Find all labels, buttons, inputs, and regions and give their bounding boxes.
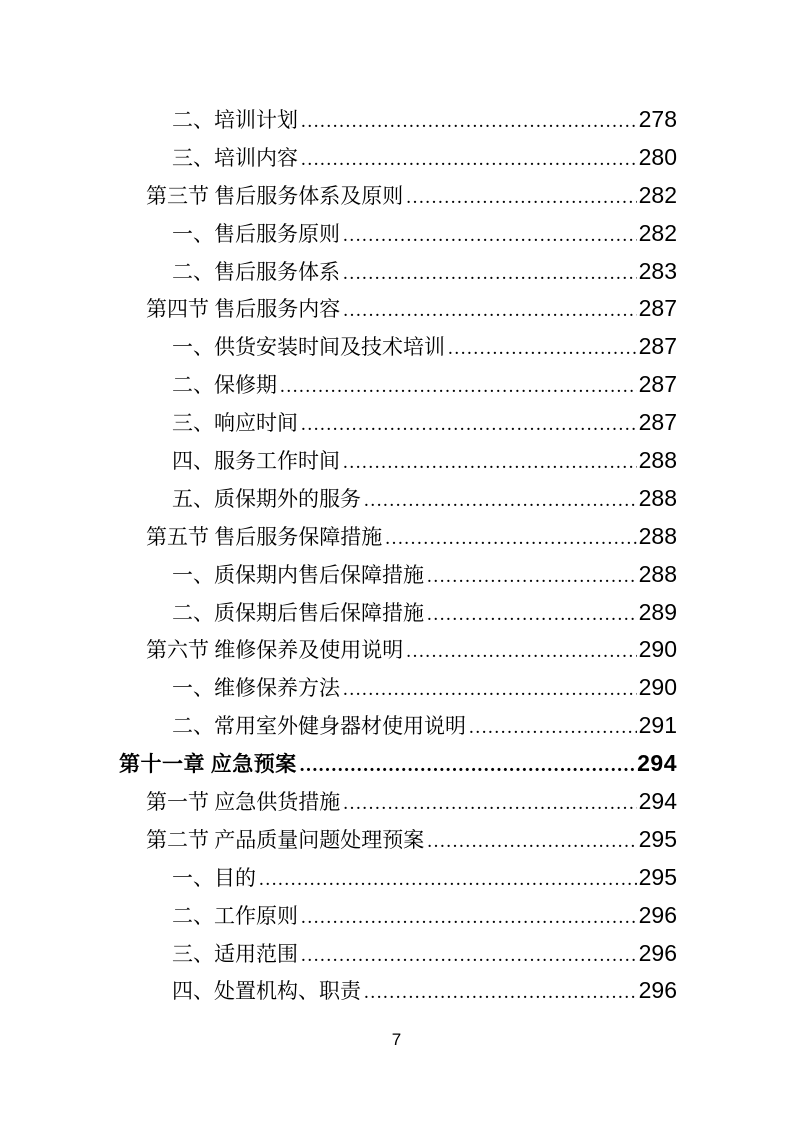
toc-entry[interactable] (119, 101, 677, 139)
toc-entry-page: 291 (638, 712, 677, 739)
toc-entry-page: 278 (638, 106, 677, 132)
toc-entry-label: 四、处置机构、职责 (172, 979, 361, 1004)
toc-entry-label: 第一节 应急供货措施 (146, 790, 341, 815)
toc-entry[interactable] (119, 480, 677, 518)
toc-entry-page: 288 (638, 560, 677, 587)
toc-entry-page: 287 (638, 333, 677, 360)
toc-entry-label: 第五节 售后服务保障措施 (146, 524, 383, 549)
toc-entry-label: 一、质保期内售后保障措施 (172, 562, 424, 587)
toc-entry[interactable] (119, 290, 677, 328)
toc-leader-dots (301, 141, 637, 179)
toc-entry[interactable] (119, 821, 677, 859)
toc-entry-label: 二、常用室外健身器材使用说明 (172, 714, 466, 739)
toc-entry-page: 282 (638, 181, 677, 208)
toc-entry[interactable] (119, 177, 677, 215)
toc-leader-dots (427, 596, 637, 634)
toc-entry-page: 295 (638, 863, 677, 890)
toc-entry-page: 283 (638, 257, 677, 284)
footer-page-number: 7 (391, 1030, 402, 1049)
toc-entry-label: 二、保修期 (172, 373, 277, 398)
toc-entry-page: 296 (638, 977, 677, 1004)
toc-entry[interactable] (119, 556, 677, 594)
toc-leader-dots (343, 292, 636, 330)
toc-entry[interactable] (119, 215, 677, 253)
toc-entry[interactable] (119, 783, 677, 821)
toc-entry-page: 295 (638, 825, 677, 852)
table-of-contents (119, 101, 677, 1010)
toc-leader-dots (343, 255, 637, 293)
toc-leader-dots (343, 217, 637, 255)
toc-entry-page: 288 (638, 447, 677, 474)
toc-leader-dots (301, 937, 637, 975)
toc-leader-dots (364, 482, 637, 520)
toc-entry-label: 三、响应时间 (172, 411, 298, 436)
toc-leader-dots (427, 558, 637, 596)
toc-leader-dots (448, 330, 637, 368)
toc-entry-page: 287 (638, 295, 677, 322)
toc-entry-page: 290 (638, 674, 677, 701)
toc-entry-label: 第二节 产品质量问题处理预案 (146, 827, 425, 852)
toc-entry-page: 282 (638, 219, 677, 246)
toc-entry-page: 296 (638, 901, 677, 928)
toc-entry-page: 294 (638, 788, 677, 815)
toc-leader-dots (343, 785, 636, 823)
toc-entry-page: 288 (638, 484, 677, 511)
toc-entry[interactable] (119, 707, 677, 745)
toc-entry-label: 二、培训计划 (172, 108, 298, 132)
toc-entry-page: 290 (638, 636, 677, 663)
toc-leader-dots (343, 444, 637, 482)
toc-leader-dots (427, 823, 636, 861)
toc-entry-label: 五、质保期外的服务 (172, 486, 361, 511)
toc-entry-page: 287 (638, 409, 677, 436)
toc-entry-label: 三、适用范围 (172, 941, 298, 966)
toc-entry[interactable] (119, 859, 677, 897)
toc-leader-dots (300, 747, 635, 785)
toc-entry[interactable] (119, 897, 677, 935)
toc-entry-label: 二、工作原则 (172, 903, 298, 928)
toc-entry-label: 第十一章 应急预案 (119, 752, 297, 777)
toc-entry-label: 一、售后服务原则 (172, 221, 340, 246)
toc-leader-dots (343, 671, 637, 709)
toc-entry[interactable] (119, 518, 677, 556)
toc-entry-label: 一、供货安装时间及技术培训 (172, 335, 445, 360)
toc-entry[interactable] (119, 669, 677, 707)
toc-entry-label: 二、质保期后售后保障措施 (172, 600, 424, 625)
toc-entry[interactable] (119, 972, 677, 1010)
toc-entry-page: 287 (638, 371, 677, 398)
toc-entry-page: 288 (638, 522, 677, 549)
toc-entry[interactable] (119, 328, 677, 366)
toc-entry-label: 一、目的 (172, 865, 256, 890)
toc-entry-page: 294 (637, 750, 677, 777)
toc-entry[interactable] (119, 745, 677, 783)
toc-entry[interactable] (119, 366, 677, 404)
toc-leader-dots (280, 368, 637, 406)
toc-entry-label: 第三节 售后服务体系及原则 (146, 183, 404, 208)
toc-leader-dots (301, 899, 637, 937)
toc-leader-dots (385, 520, 636, 558)
toc-entry[interactable] (119, 253, 677, 291)
page-footer (0, 1028, 793, 1052)
toc-leader-dots (301, 406, 637, 444)
toc-entry-label: 二、售后服务体系 (172, 259, 340, 284)
toc-leader-dots (364, 974, 637, 1012)
toc-entry-label: 四、服务工作时间 (172, 449, 340, 474)
toc-entry-label: 第六节 维修保养及使用说明 (146, 638, 404, 663)
toc-leader-dots (469, 709, 637, 747)
toc-entry[interactable] (119, 139, 677, 177)
toc-entry[interactable] (119, 442, 677, 480)
toc-entry[interactable] (119, 631, 677, 669)
toc-entry-label: 三、培训内容 (172, 145, 298, 170)
toc-entry-label: 一、维修保养方法 (172, 676, 340, 701)
toc-entry[interactable] (119, 594, 677, 632)
toc-leader-dots (406, 633, 636, 671)
toc-entry-page: 296 (638, 939, 677, 966)
toc-entry-page: 280 (638, 143, 677, 170)
toc-entry[interactable] (119, 935, 677, 973)
toc-entry-label: 第四节 售后服务内容 (146, 297, 341, 322)
toc-entry-page: 289 (638, 598, 677, 625)
toc-entry[interactable] (119, 404, 677, 442)
toc-leader-dots (406, 179, 636, 217)
toc-leader-dots (259, 861, 637, 899)
toc-leader-dots (301, 103, 637, 141)
